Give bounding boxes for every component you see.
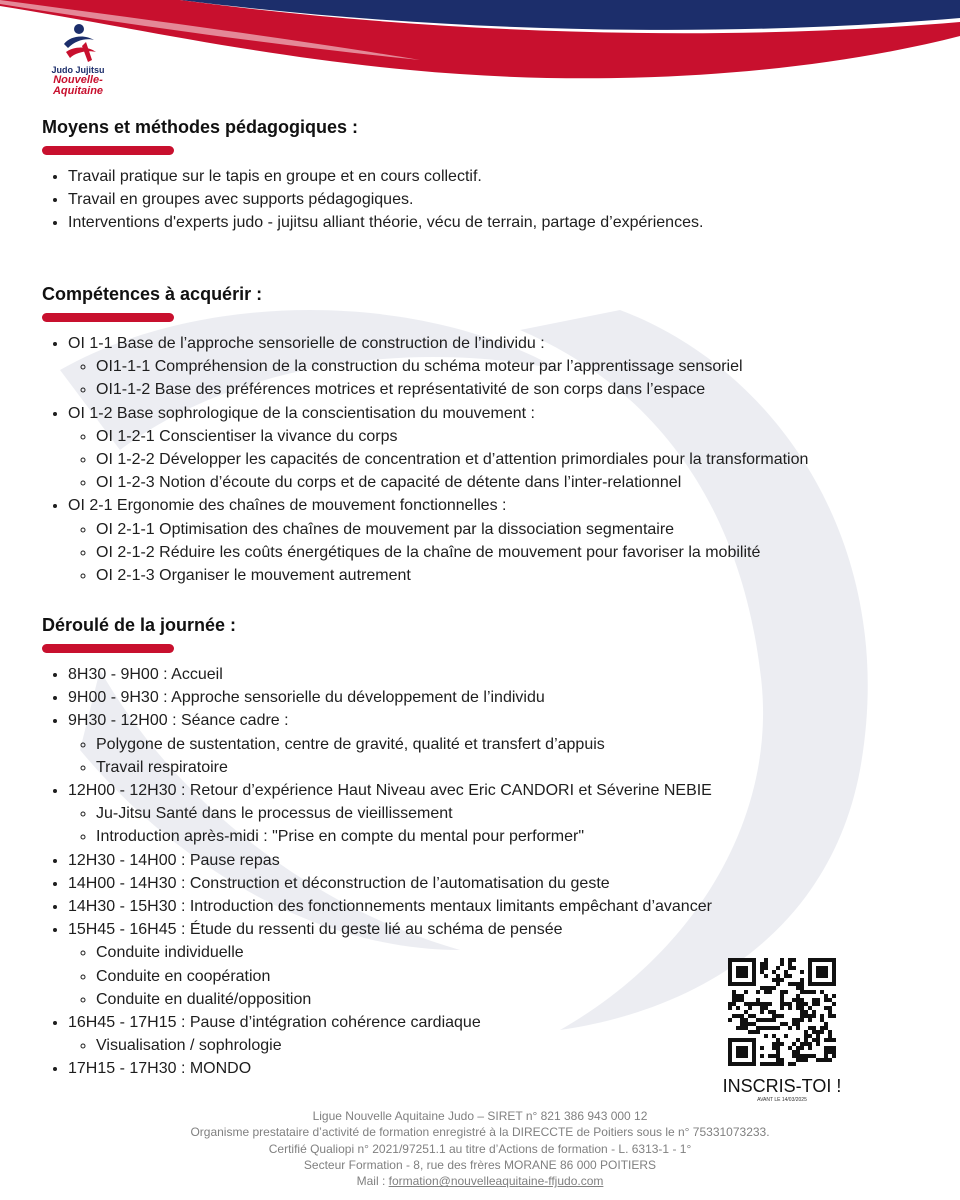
ligue-logo bbox=[38, 22, 118, 102]
list-item: • Travail en groupes avec supports pédagogiques. bbox=[68, 188, 922, 211]
sub-item: ◦ Polygone de sustentation, centre de gravité, qualité et transfert d’appuis bbox=[96, 733, 922, 756]
sub-item: ◦ Conduite en dualité/opposition bbox=[96, 988, 922, 1011]
list-item: • 17H15 - 17H30 : MONDO bbox=[68, 1057, 922, 1080]
section-title: Compétences à acquérir : bbox=[42, 284, 263, 304]
sub-list bbox=[68, 518, 922, 588]
sub-item: ◦ OI 1-2-3 Notion d’écoute du corps et de capacité de détente dans l’inter-relationnel bbox=[96, 471, 922, 494]
list-item: • 14H00 - 14H30 : Construction et déconstruction de l’automatisation du geste bbox=[68, 872, 922, 895]
section-moyens bbox=[42, 117, 922, 235]
list-item bbox=[68, 402, 922, 495]
sub-item: ◦ OI 1-2-2 Développer les capacités de concentration et d’attention primordiales pour la transformation bbox=[96, 448, 922, 471]
title-underline bbox=[42, 146, 174, 155]
sub-item: ◦ OI 1-2-1 Conscientiser la vivance du corps bbox=[96, 425, 922, 448]
footer-line: Ligue Nouvelle Aquitaine Judo – SIRET n° 821 386 943 000 12 bbox=[312, 1109, 648, 1123]
sub-item: ◦ Travail respiratoire bbox=[96, 756, 922, 779]
mail-prefix: Mail : bbox=[356, 1174, 389, 1189]
footer bbox=[0, 1108, 960, 1189]
list-item: • Travail pratique sur le tapis en groupe et en cours collectif. bbox=[68, 165, 922, 188]
list-item-text: 12H00 - 12H30 : Retour d’expérience Haut Niveau avec Eric CANDORI et Séverine NEBIE bbox=[68, 782, 712, 800]
sub-list bbox=[68, 425, 922, 495]
section-title: Moyens et méthodes pédagogiques : bbox=[42, 117, 359, 137]
list-item-text: OI 1-2 Base sophrologique de la conscientisation du mouvement : bbox=[68, 404, 535, 422]
sub-item: ◦ OI1-1-1 Compréhension de la construction du schéma moteur par l’apprentissage sensoriel bbox=[96, 355, 922, 378]
sub-item: ◦ Visualisation / sophrologie bbox=[96, 1034, 922, 1057]
title-underline bbox=[42, 644, 174, 653]
qr-label: INSCRIS-TOI ! bbox=[722, 1076, 842, 1096]
sub-item: ◦ OI1-1-2 Base des préférences motrices et représentativité de son corps dans l’espace bbox=[96, 378, 922, 401]
list-item bbox=[68, 709, 922, 779]
list-item-text: 16H45 - 17H15 : Pause d’intégration cohérence cardiaque bbox=[68, 1014, 481, 1032]
sub-item: ◦ Introduction après-midi : "Prise en compte du mental pour performer" bbox=[96, 825, 922, 848]
judoka-logo-icon bbox=[60, 22, 100, 66]
sub-item: ◦ Ju-Jitsu Santé dans le processus de vieillissement bbox=[96, 802, 922, 825]
sub-list bbox=[68, 802, 922, 848]
logo-line-3: Aquitaine bbox=[52, 85, 104, 97]
section-title: Déroulé de la journée : bbox=[42, 615, 237, 635]
list-item-text: 9H30 - 12H00 : Séance cadre : bbox=[68, 712, 289, 730]
bullet-list bbox=[42, 165, 922, 235]
sub-item: ◦ Conduite individuelle bbox=[96, 941, 922, 964]
footer-mail-line bbox=[0, 1173, 960, 1189]
sub-item: ◦ Conduite en coopération bbox=[96, 965, 922, 988]
list-item-text: 15H45 - 16H45 : Étude du ressenti du geste lié au schéma de pensée bbox=[68, 921, 563, 939]
header-swoosh bbox=[0, 0, 960, 90]
sub-item: ◦ OI 2-1-1 Optimisation des chaînes de mouvement par la dissociation segmentaire bbox=[96, 518, 922, 541]
mail-link[interactable]: formation@nouvelleaquitaine-ffjudo.com bbox=[388, 1174, 604, 1189]
list-item bbox=[68, 494, 922, 587]
qr-sublabel: AVANT LE 14/03/2025 bbox=[757, 1097, 807, 1103]
bullet-list bbox=[42, 332, 922, 587]
list-item bbox=[68, 332, 922, 402]
footer-line: Certifié Qualiopi n° 2021/97251.1 au titre d’Actions de formation - L. 6313-1 - 1° bbox=[268, 1141, 692, 1156]
section-competences bbox=[42, 284, 922, 587]
list-item: • Interventions d'experts judo - jujitsu alliant théorie, vécu de terrain, partage d’expériences. bbox=[68, 211, 922, 234]
list-item bbox=[68, 779, 922, 849]
sub-list bbox=[68, 355, 922, 401]
list-item: • 8H30 - 9H00 : Accueil bbox=[68, 663, 922, 686]
list-item-text: OI 1-1 Base de l’approche sensorielle de construction de l’individu : bbox=[68, 335, 545, 352]
logo-line-2: Nouvelle- bbox=[53, 74, 103, 86]
qr-code-icon bbox=[728, 958, 836, 1066]
footer-line: Secteur Formation - 8, rue des frères MORANE 86 000 POITIERS bbox=[303, 1157, 657, 1172]
registration-qr-code[interactable] bbox=[728, 958, 836, 1066]
title-underline bbox=[42, 313, 174, 322]
footer-line: Organisme prestataire d’activité de formation enregistré à la DIRECCTE de Poitiers sous le n° 75331073233. bbox=[190, 1125, 770, 1140]
sub-item: ◦ OI 2-1-3 Organiser le mouvement autrement bbox=[96, 564, 922, 587]
sub-item: ◦ OI 2-1-2 Réduire les coûts énergétiques de la chaîne de mouvement pour favoriser la mobilité bbox=[96, 541, 922, 564]
logo-line-1: Judo Jujitsu bbox=[51, 65, 105, 75]
sub-list bbox=[68, 733, 922, 779]
list-item: • 9H00 - 9H30 : Approche sensorielle du développement de l’individu bbox=[68, 686, 922, 709]
list-item-text: OI 2-1 Ergonomie des chaînes de mouvement fonctionnelles : bbox=[68, 497, 507, 515]
list-item: • 14H30 - 15H30 : Introduction des fonctionnements mentaux limitants empêchant d’avancer bbox=[68, 895, 922, 918]
list-item: • 12H30 - 14H00 : Pause repas bbox=[68, 849, 922, 872]
